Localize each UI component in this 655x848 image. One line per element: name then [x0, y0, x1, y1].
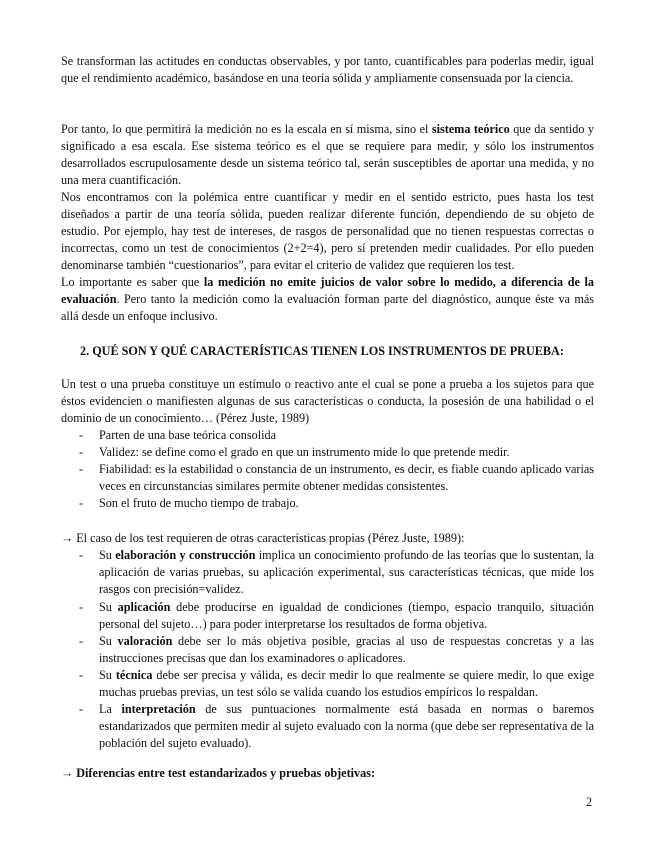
paragraph-theoretical-system: Por tanto, lo que permitirá la medición no es la escala en sí misma, sino el sistema teórico que da sentido y significado a esa escala. Ese sistema teórico es el que se requiere para medir, y sólo los instrumentos desarrollados escrupulosamente desde un sistema teórico tal, serán susceptibles de aportar una medida, y no una mera cuantificación. — [61, 122, 594, 188]
test-characteristics-intro: → El caso de los test requieren de otras características propias (Pérez Juste, 1989): — [61, 531, 465, 545]
page-number: 2 — [586, 795, 593, 809]
list-item-interpretation: La interpretación de sus puntuaciones normalmente está basada en normas o baremos estandarizados que permiten medir al sujeto evaluado con la norma (que debe ser representativa de la población del sujeto evaluado). — [99, 702, 594, 751]
list-item-work-time: Son el fruto de mucho tiempo de trabajo. — [99, 496, 299, 510]
bullet-dash: - — [79, 600, 84, 614]
bullet-dash: - — [79, 634, 84, 648]
bullet-dash: - — [79, 548, 84, 562]
paragraph-test-definition: Un test o una prueba constituye un estímulo o reactivo ante el cual se pone a prueba a los sujetos para que éstos evidencien o manifiesten algunas de sus características o conducta, la posesión de una habilidad o el dominio de un conocimiento… (Pérez Juste, 1989) — [61, 377, 594, 426]
bullet-dash: - — [79, 445, 84, 459]
list-item-application: Su aplicación debe producirse en igualdad de condiciones (tiempo, espacio tranquilo, situación personal del sujeto…) para poder interpretarse los resultados de forma objetiva. — [99, 600, 594, 632]
bullet-dash: - — [79, 702, 84, 716]
bullet-dash: - — [79, 428, 84, 442]
paragraph-measurement-vs-evaluation: Lo importante es saber que la medición no emite juicios de valor sobre lo medido, a diferencia de la evaluación. Pero tanto la medición como la evaluación forman parte del diagnóstico, aunque éste va más allá desde un enfoque inclusivo. — [61, 275, 594, 324]
list-item-technique: Su técnica debe ser precisa y válida, es decir medir lo que realmente se quiere medir, lo que exige muchas pruebas previas, un test sólo se valida cuando los estudios empíricos lo respaldan. — [99, 668, 595, 700]
bold-theoretical-system: sistema teórico — [431, 122, 510, 136]
arrow-icon: → — [61, 766, 77, 780]
list-item-valuation: Su valoración debe ser lo más objetiva posible, gracias al uso de respuestas concretas y a las instrucciones precisas que dan los examinadores o aplicadores. — [99, 634, 594, 666]
list-item-validity: Validez: se define como el grado en que un instrumento mide lo que pretende medir. — [99, 445, 510, 459]
section-heading-instruments: 2. QUÉ SON Y QUÉ CARACTERÍSTICAS TIENEN LOS INSTRUMENTOS DE PRUEBA: — [80, 344, 564, 358]
list-item-theoretical-base: Parten de una base teórica consolida — [99, 428, 276, 442]
list-item-reliability: Fiabilidad: es la estabilidad o constancia de un instrumento, es decir, es fiable cuando aplicado varias veces en circunstancias similares permite obtener medidas consistentes. — [99, 462, 594, 494]
paragraph-attitudes: Se transforman las actitudes en conductas observables, y por tanto, cuantificables para poderlas medir, igual que el rendimiento académico, basándose en una teoría sólida y ampliamente consensuada por la ciencia. — [61, 54, 594, 86]
bold-measurement-statement: la medición no emite juicios de valor sobre lo medido, a diferencia de la evaluación — [61, 275, 594, 307]
paragraph-quantify-vs-measure: Nos encontramos con la polémica entre cuantificar y medir en el sentido estricto, pues hasta los test diseñados a partir de una teoría sólida, pueden realizar diferente función, dependiendo de su objeto de estudio. Por ejemplo, hay test de intereses, de rasgos de personalidad que no tienen respuestas correctas o incorrectas, como un test de conocimientos (2+2=4), pero sí pretenden medir cualidades. Por ello pueden denominarse también “cuestionarios”, para evitar el criterio de validez que requieren los test. — [61, 190, 594, 273]
bullet-dash: - — [79, 462, 84, 476]
differences-heading: → Diferencias entre test estandarizados y pruebas objetivas: — [61, 766, 376, 780]
bullet-dash: - — [79, 496, 84, 510]
list-item-elaboration: Su elaboración y construcción implica un conocimiento profundo de las teorías que lo sustentan, la aplicación de varias pruebas, su aplicación experimental, sus características técnicas, que mide los rasgos con precisión=validez. — [99, 548, 595, 597]
bullet-dash: - — [79, 668, 84, 682]
